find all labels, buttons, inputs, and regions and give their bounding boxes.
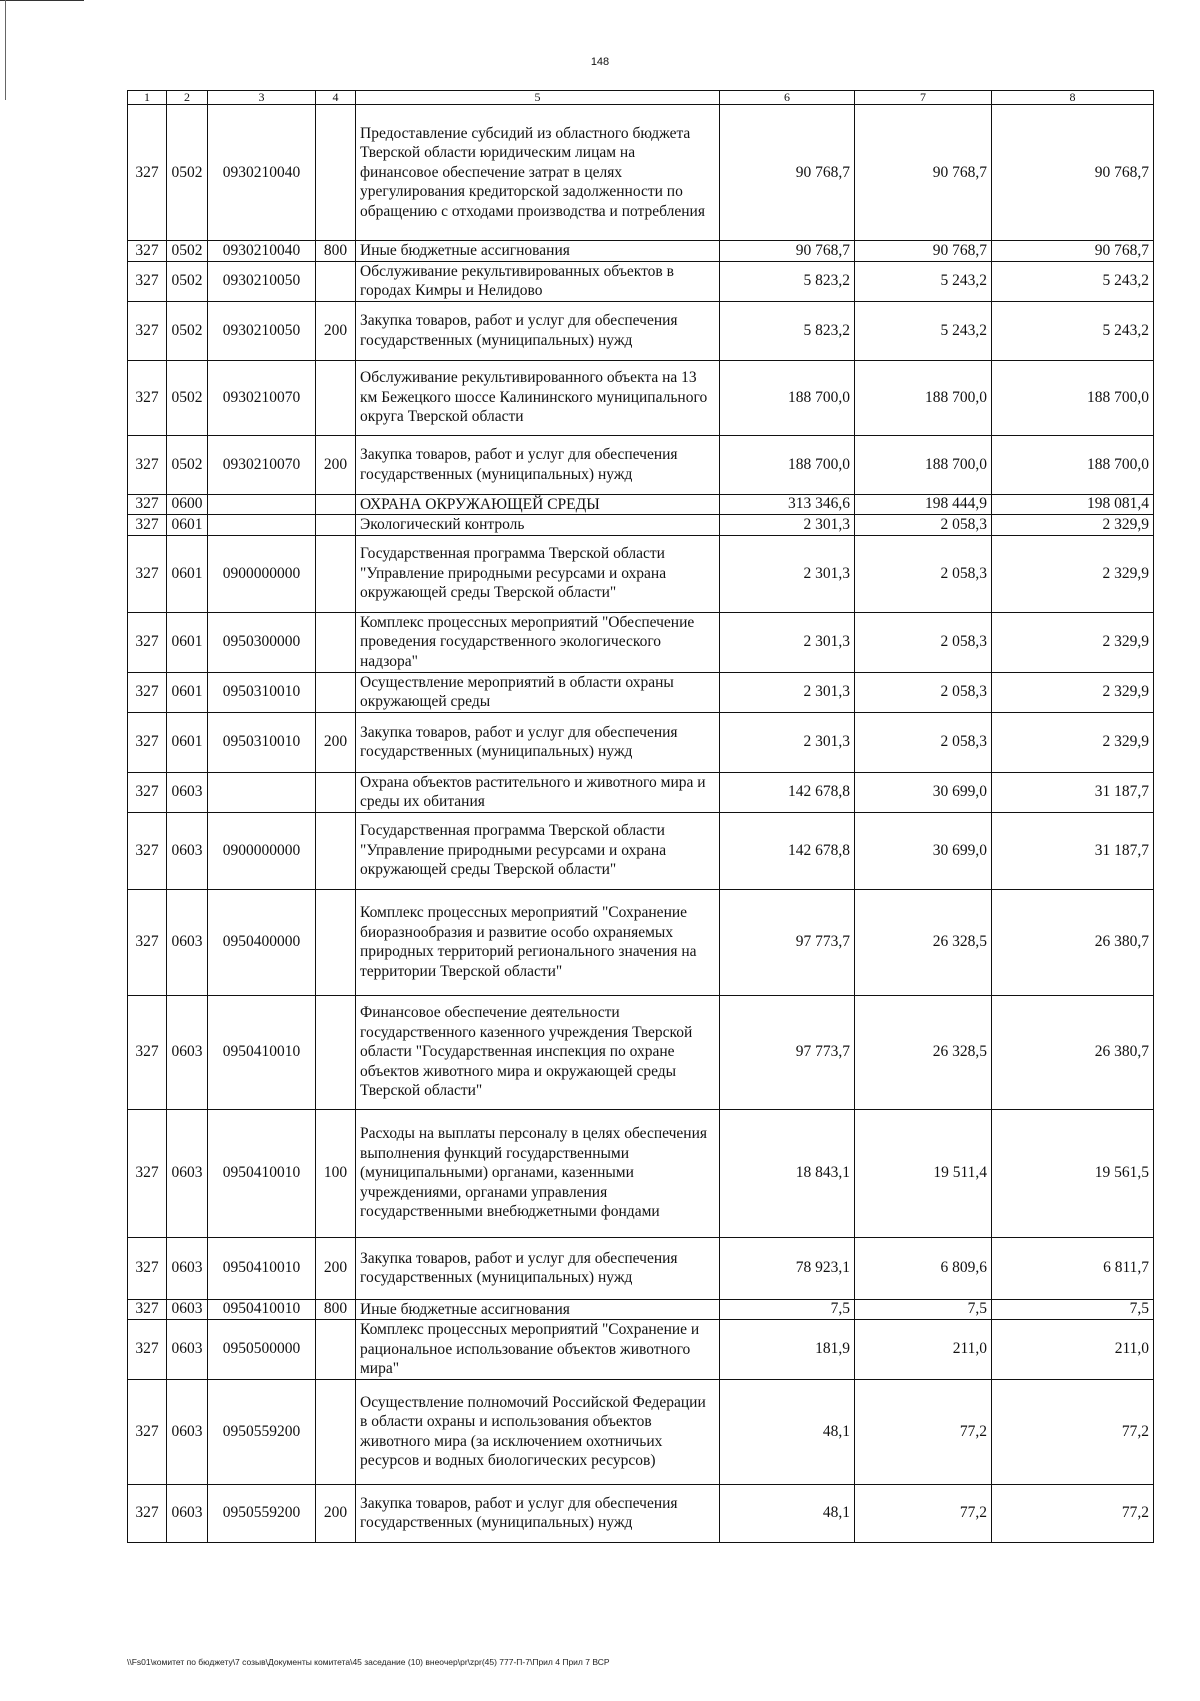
cell-kvsr: 327: [128, 301, 167, 360]
cell-amount-2027: 2 329,9: [992, 712, 1154, 772]
cell-expense-type: [316, 812, 356, 889]
cell-description: Предоставление субсидий из областного бюджета Тверской области юридическим лицам на финансовое обеспечение затрат в целях урегулирования кредиторской задолженности по обращению с отходами производства и потребления: [356, 105, 720, 241]
cell-amount-2027: 90 768,7: [992, 105, 1154, 241]
cell-target-article: 0950310010: [208, 712, 316, 772]
cell-amount-2025: 142 678,8: [720, 772, 855, 812]
cell-target-article: 0950310010: [208, 672, 316, 712]
cell-description: Расходы на выплаты персоналу в целях обеспечения выполнения функций государственными (муниципальными) органами, казенными учреждениями, органами управления государственными внебюджетными фондами: [356, 1109, 720, 1237]
cell-amount-2025: 2 301,3: [720, 515, 855, 536]
cell-kvsr: 327: [128, 712, 167, 772]
cell-target-article: 0930210070: [208, 435, 316, 494]
cell-amount-2026: 30 699,0: [855, 772, 992, 812]
cell-description: Иные бюджетные ассигнования: [356, 241, 720, 262]
cell-amount-2026: 7,5: [855, 1299, 992, 1320]
cell-kvsr: 327: [128, 1379, 167, 1484]
cell-description: Финансовое обеспечение деятельности государственного казенного учреждения Тверской области "Государственная инспекция по охране объектов животного мира и окружающей среды Тверской области": [356, 995, 720, 1109]
cell-amount-2027: 211,0: [992, 1320, 1154, 1380]
cell-amount-2025: 5 823,2: [720, 261, 855, 301]
table-row: [128, 105, 1154, 241]
cell-section: 0502: [167, 241, 208, 262]
cell-expense-type: 800: [316, 241, 356, 262]
cell-section: 0603: [167, 1299, 208, 1320]
cell-section: 0603: [167, 772, 208, 812]
cell-amount-2026: 26 328,5: [855, 889, 992, 995]
footer-file-path: \\Fs01\комитет по бюджету\7 созыв\Документы комитета\45 заседание (10) внеочер\pr\zpr(45) 777-П-7\Прил 4 Прил 7 ВСР: [127, 1657, 610, 1667]
cell-amount-2026: 30 699,0: [855, 812, 992, 889]
cell-expense-type: [316, 1379, 356, 1484]
cell-expense-type: 800: [316, 1299, 356, 1320]
cell-amount-2026: 2 058,3: [855, 515, 992, 536]
cell-amount-2027: 7,5: [992, 1299, 1154, 1320]
table-row: [128, 241, 1154, 262]
cell-expense-type: [316, 1320, 356, 1380]
cell-amount-2026: 188 700,0: [855, 360, 992, 435]
cell-expense-type: [316, 535, 356, 612]
cell-section: 0600: [167, 494, 208, 515]
cell-amount-2026: 77,2: [855, 1379, 992, 1484]
cell-amount-2026: 77,2: [855, 1484, 992, 1542]
cell-amount-2027: 2 329,9: [992, 672, 1154, 712]
cell-description: Экологический контроль: [356, 515, 720, 536]
cell-expense-type: 200: [316, 712, 356, 772]
cell-kvsr: 327: [128, 889, 167, 995]
cell-target-article: 0900000000: [208, 535, 316, 612]
cell-amount-2025: 18 843,1: [720, 1109, 855, 1237]
cell-amount-2025: 48,1: [720, 1484, 855, 1542]
cell-kvsr: 327: [128, 261, 167, 301]
cell-description: Государственная программа Тверской области "Управление природными ресурсами и охрана окружающей среды Тверской области": [356, 812, 720, 889]
cell-amount-2026: 2 058,3: [855, 672, 992, 712]
cell-section: 0603: [167, 1484, 208, 1542]
scan-margin-line: [5, 0, 6, 100]
cell-amount-2025: 188 700,0: [720, 435, 855, 494]
cell-kvsr: 327: [128, 435, 167, 494]
cell-target-article: 0950410010: [208, 995, 316, 1109]
cell-target-article: 0950410010: [208, 1299, 316, 1320]
table-row: [128, 1237, 1154, 1299]
cell-amount-2027: 5 243,2: [992, 301, 1154, 360]
cell-amount-2027: 26 380,7: [992, 889, 1154, 995]
page-number: 148: [590, 56, 610, 68]
cell-target-article: 0950400000: [208, 889, 316, 995]
cell-amount-2025: 97 773,7: [720, 995, 855, 1109]
cell-section: 0603: [167, 1379, 208, 1484]
table-row: [128, 301, 1154, 360]
cell-description: Закупка товаров, работ и услуг для обеспечения государственных (муниципальных) нужд: [356, 712, 720, 772]
cell-target-article: 0930210050: [208, 261, 316, 301]
cell-expense-type: [316, 995, 356, 1109]
cell-expense-type: 100: [316, 1109, 356, 1237]
cell-target-article: 0950500000: [208, 1320, 316, 1380]
cell-amount-2027: 31 187,7: [992, 772, 1154, 812]
cell-amount-2027: 2 329,9: [992, 535, 1154, 612]
table-row: [128, 435, 1154, 494]
cell-description: Иные бюджетные ассигнования: [356, 1299, 720, 1320]
cell-description: Комплекс процессных мероприятий "Обеспечение проведения государственного экологического надзора": [356, 612, 720, 672]
cell-kvsr: 327: [128, 612, 167, 672]
cell-description: Осуществление мероприятий в области охраны окружающей среды: [356, 672, 720, 712]
cell-amount-2027: 19 561,5: [992, 1109, 1154, 1237]
cell-kvsr: 327: [128, 1320, 167, 1380]
cell-target-article: 0950559200: [208, 1379, 316, 1484]
column-header: 5: [356, 91, 720, 105]
cell-amount-2027: 2 329,9: [992, 612, 1154, 672]
cell-expense-type: 200: [316, 435, 356, 494]
cell-amount-2027: 31 187,7: [992, 812, 1154, 889]
cell-target-article: [208, 515, 316, 536]
cell-target-article: 0930210050: [208, 301, 316, 360]
cell-description: Комплекс процессных мероприятий "Сохранение биоразнообразия и развитие особо охраняемых природных территорий регионального значения на территории Тверской области": [356, 889, 720, 995]
table-row: [128, 772, 1154, 812]
cell-description: Комплекс процессных мероприятий "Сохранение и рациональное использование объектов животного мира": [356, 1320, 720, 1380]
column-header: 1: [128, 91, 167, 105]
cell-amount-2025: 313 346,6: [720, 494, 855, 515]
scan-corner-mark: [0, 0, 84, 7]
cell-description: Закупка товаров, работ и услуг для обеспечения государственных (муниципальных) нужд: [356, 1237, 720, 1299]
cell-kvsr: 327: [128, 672, 167, 712]
cell-amount-2026: 5 243,2: [855, 301, 992, 360]
cell-amount-2025: 90 768,7: [720, 105, 855, 241]
cell-target-article: 0950410010: [208, 1109, 316, 1237]
cell-amount-2026: 188 700,0: [855, 435, 992, 494]
cell-kvsr: 327: [128, 494, 167, 515]
table-row: [128, 812, 1154, 889]
cell-amount-2025: 48,1: [720, 1379, 855, 1484]
cell-amount-2025: 97 773,7: [720, 889, 855, 995]
cell-section: 0502: [167, 360, 208, 435]
cell-section: 0601: [167, 612, 208, 672]
table-row: [128, 515, 1154, 536]
cell-kvsr: 327: [128, 995, 167, 1109]
cell-kvsr: 327: [128, 105, 167, 241]
cell-description: Охрана объектов растительного и животного мира и среды их обитания: [356, 772, 720, 812]
cell-kvsr: 327: [128, 1484, 167, 1542]
cell-amount-2025: 5 823,2: [720, 301, 855, 360]
cell-kvsr: 327: [128, 515, 167, 536]
cell-amount-2025: 181,9: [720, 1320, 855, 1380]
cell-kvsr: 327: [128, 241, 167, 262]
table-row: [128, 1299, 1154, 1320]
cell-description: Закупка товаров, работ и услуг для обеспечения государственных (муниципальных) нужд: [356, 301, 720, 360]
cell-description: Закупка товаров, работ и услуг для обеспечения государственных (муниципальных) нужд: [356, 435, 720, 494]
cell-amount-2025: 78 923,1: [720, 1237, 855, 1299]
cell-section: 0603: [167, 889, 208, 995]
cell-amount-2026: 26 328,5: [855, 995, 992, 1109]
cell-section: 0603: [167, 1320, 208, 1380]
cell-expense-type: [316, 672, 356, 712]
cell-amount-2026: 2 058,3: [855, 712, 992, 772]
cell-section: 0502: [167, 301, 208, 360]
cell-amount-2026: 6 809,6: [855, 1237, 992, 1299]
cell-target-article: 0930210040: [208, 241, 316, 262]
cell-section: 0601: [167, 515, 208, 536]
table-row: [128, 712, 1154, 772]
cell-target-article: 0930210070: [208, 360, 316, 435]
cell-amount-2025: 90 768,7: [720, 241, 855, 262]
cell-expense-type: [316, 772, 356, 812]
cell-section: 0502: [167, 435, 208, 494]
table-row: [128, 672, 1154, 712]
cell-expense-type: [316, 515, 356, 536]
table-row: [128, 889, 1154, 995]
table-row: [128, 261, 1154, 301]
cell-expense-type: 200: [316, 1237, 356, 1299]
cell-amount-2027: 90 768,7: [992, 241, 1154, 262]
cell-amount-2027: 5 243,2: [992, 261, 1154, 301]
cell-amount-2025: 142 678,8: [720, 812, 855, 889]
column-header: 2: [167, 91, 208, 105]
cell-amount-2026: 198 444,9: [855, 494, 992, 515]
cell-kvsr: 327: [128, 1299, 167, 1320]
table-row: [128, 995, 1154, 1109]
cell-amount-2025: 188 700,0: [720, 360, 855, 435]
cell-expense-type: 200: [316, 301, 356, 360]
cell-target-article: 0950410010: [208, 1237, 316, 1299]
cell-target-article: [208, 494, 316, 515]
cell-amount-2027: 188 700,0: [992, 360, 1154, 435]
cell-section: 0601: [167, 535, 208, 612]
cell-expense-type: [316, 889, 356, 995]
cell-amount-2025: 7,5: [720, 1299, 855, 1320]
cell-kvsr: 327: [128, 1109, 167, 1237]
cell-amount-2027: 188 700,0: [992, 435, 1154, 494]
cell-amount-2026: 211,0: [855, 1320, 992, 1380]
cell-description: Государственная программа Тверской области "Управление природными ресурсами и охрана окружающей среды Тверской области": [356, 535, 720, 612]
table-body: [128, 105, 1154, 1543]
column-header: 6: [720, 91, 855, 105]
cell-amount-2025: 2 301,3: [720, 672, 855, 712]
cell-amount-2027: 2 329,9: [992, 515, 1154, 536]
table-row: [128, 1379, 1154, 1484]
cell-target-article: 0930210040: [208, 105, 316, 241]
cell-expense-type: [316, 612, 356, 672]
table-row: [128, 1484, 1154, 1542]
cell-amount-2027: 77,2: [992, 1484, 1154, 1542]
cell-amount-2025: 2 301,3: [720, 535, 855, 612]
cell-section: 0603: [167, 1237, 208, 1299]
cell-expense-type: 200: [316, 1484, 356, 1542]
cell-target-article: 0950300000: [208, 612, 316, 672]
cell-amount-2027: 198 081,4: [992, 494, 1154, 515]
cell-amount-2027: 6 811,7: [992, 1237, 1154, 1299]
cell-amount-2025: 2 301,3: [720, 712, 855, 772]
cell-expense-type: [316, 494, 356, 515]
cell-kvsr: 327: [128, 360, 167, 435]
cell-amount-2026: 2 058,3: [855, 535, 992, 612]
cell-amount-2026: 19 511,4: [855, 1109, 992, 1237]
cell-target-article: 0900000000: [208, 812, 316, 889]
cell-description: ОХРАНА ОКРУЖАЮЩЕЙ СРЕДЫ: [356, 494, 720, 515]
table-header-row: [128, 91, 1154, 105]
cell-section: 0603: [167, 1109, 208, 1237]
cell-amount-2027: 26 380,7: [992, 995, 1154, 1109]
budget-table: [127, 90, 1154, 1543]
cell-section: 0502: [167, 261, 208, 301]
table-row: [128, 612, 1154, 672]
cell-section: 0601: [167, 712, 208, 772]
cell-target-article: [208, 772, 316, 812]
column-header: 7: [855, 91, 992, 105]
cell-kvsr: 327: [128, 535, 167, 612]
cell-amount-2026: 5 243,2: [855, 261, 992, 301]
table-row: [128, 494, 1154, 515]
cell-expense-type: [316, 360, 356, 435]
cell-amount-2027: 77,2: [992, 1379, 1154, 1484]
cell-section: 0601: [167, 672, 208, 712]
table-row: [128, 360, 1154, 435]
cell-section: 0502: [167, 105, 208, 241]
cell-expense-type: [316, 105, 356, 241]
table-row: [128, 1109, 1154, 1237]
column-header: 3: [208, 91, 316, 105]
cell-kvsr: 327: [128, 772, 167, 812]
cell-amount-2025: 2 301,3: [720, 612, 855, 672]
cell-amount-2026: 2 058,3: [855, 612, 992, 672]
cell-description: Обслуживание рекультивированного объекта на 13 км Бежецкого шоссе Калининского муниципального округа Тверской области: [356, 360, 720, 435]
cell-amount-2026: 90 768,7: [855, 105, 992, 241]
cell-expense-type: [316, 261, 356, 301]
cell-amount-2026: 90 768,7: [855, 241, 992, 262]
cell-section: 0603: [167, 995, 208, 1109]
cell-target-article: 0950559200: [208, 1484, 316, 1542]
column-header: 4: [316, 91, 356, 105]
table-row: [128, 535, 1154, 612]
column-header: 8: [992, 91, 1154, 105]
cell-kvsr: 327: [128, 1237, 167, 1299]
cell-description: Осуществление полномочий Российской Федерации в области охраны и использования объектов животного мира (за исключением охотничьих ресурсов и водных биологических ресурсов): [356, 1379, 720, 1484]
cell-description: Обслуживание рекультивированных объектов в городах Кимры и Нелидово: [356, 261, 720, 301]
cell-kvsr: 327: [128, 812, 167, 889]
cell-description: Закупка товаров, работ и услуг для обеспечения государственных (муниципальных) нужд: [356, 1484, 720, 1542]
cell-section: 0603: [167, 812, 208, 889]
table-row: [128, 1320, 1154, 1380]
